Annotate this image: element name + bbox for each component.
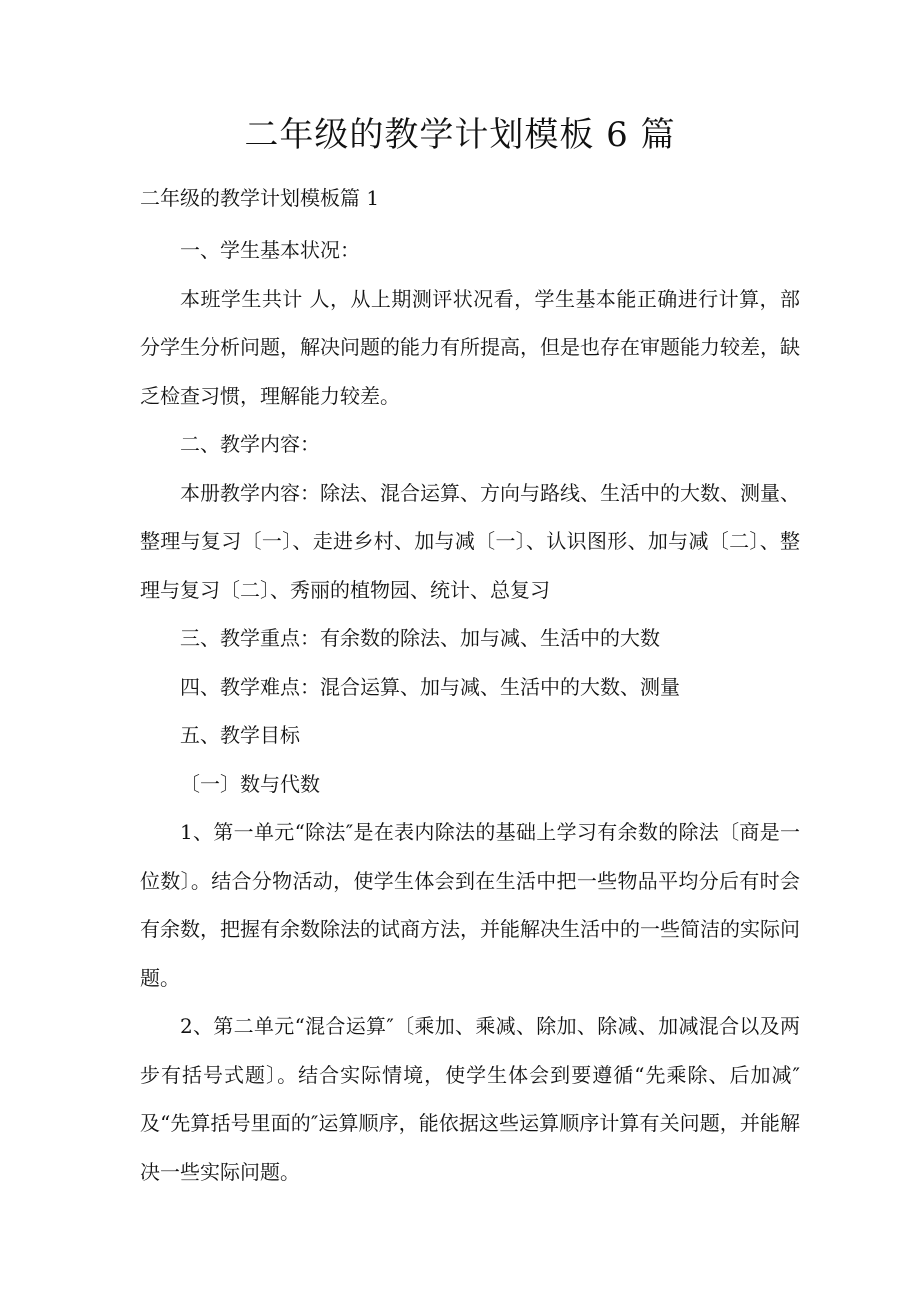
paragraph-content-heading: 二、教学内容： <box>180 432 320 456</box>
paragraph-student-status-heading: 一、学生基本状况： <box>180 238 360 262</box>
paragraph-numbers-algebra-heading: 〔一〕数与代数 <box>180 771 320 796</box>
paragraph-unit-two: 2、第二单元“混合运算″〔乘加、乘减、除加、除减、加减混合以及两步有括号式题〕。结合实际情境，使学生体会到要遵循“先乘除、后加减″及“先算括号里面的″运算顺序，能依据这些运算顺序计算有关问题，并能解决一些实际问题。 <box>140 1014 800 1184</box>
paragraph-student-status: 本班学生共计 人，从上期测评状况看，学生基本能正确进行计算，部分学生分析问题，解决问题的能力有所提高，但是也存在审题能力较差，缺乏检查习惯，理解能力较差。 <box>140 286 800 408</box>
paragraph-difficulties: 四、教学难点：混合运算、加与减、生活中的大数、测量 <box>180 674 680 699</box>
paragraph-goals-heading: 五、教学目标 <box>180 723 300 747</box>
section-subtitle: 二年级的教学计划模板篇 1 <box>140 186 380 210</box>
document-title: 二年级的教学计划模板 6 篇 <box>244 115 676 155</box>
paragraph-unit-one: 1、第一单元“除法″是在表内除法的基础上学习有余数的除法〔商是一位数〕。结合分物活动，使学生体会到在生活中把一些物品平均分后有时会有余数，把握有余数除法的试商方法，并能解决生活中的一些简洁的实际问题。 <box>140 820 800 990</box>
document-body <box>140 226 800 1196</box>
paragraph-key-points: 三、教学重点：有余数的除法、加与减、生活中的大数 <box>180 626 660 650</box>
paragraph-content: 本册教学内容：除法、混合运算、方向与路线、生活中的大数、测量、整理与复习〔一〕、走进乡村、加与减〔一〕、认识图形、加与减〔二〕、整理与复习〔二〕、秀丽的植物园、统计、总复习 <box>140 480 800 602</box>
